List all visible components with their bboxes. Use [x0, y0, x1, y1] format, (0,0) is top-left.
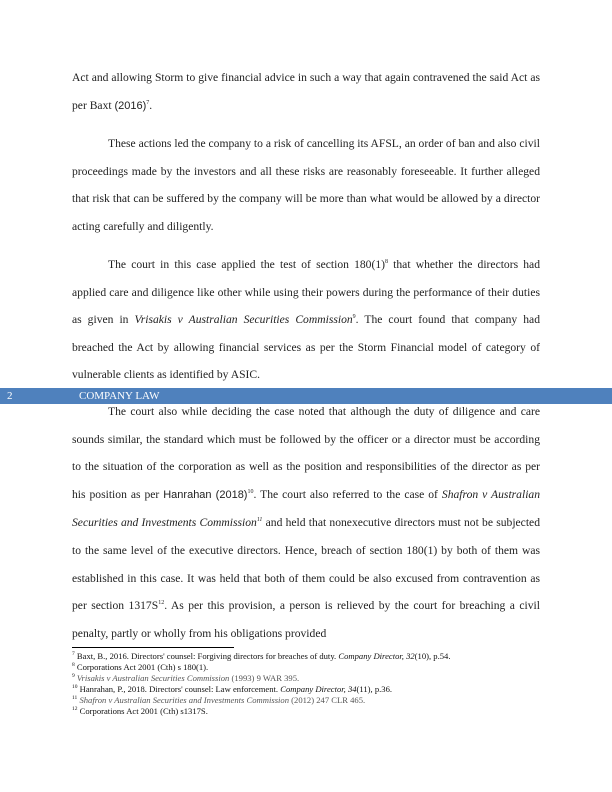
- case-name: Shafron v Australian Securities and Investments Commission: [77, 695, 290, 705]
- footnote-ref[interactable]: 8: [385, 259, 388, 266]
- footnote-ref[interactable]: 7: [146, 99, 150, 106]
- paragraph-2: [72, 130, 540, 240]
- page-number: 2: [7, 390, 13, 402]
- case-name: Shafron v Australian Securities and Investments Commission: [72, 487, 541, 530]
- paragraph-text: .: [149, 98, 153, 112]
- paragraph-text: . The court found that company had breached the Act by allowing financial services as per the Storm Financial model of category of vulnerable clients as identified by ASIC.: [72, 313, 540, 382]
- footnote-number: 7: [72, 651, 75, 658]
- volume: 32: [406, 651, 415, 661]
- paragraph-3: [72, 251, 540, 389]
- footnote-ref[interactable]: 12: [158, 600, 165, 607]
- footnote-number: 8: [72, 662, 75, 669]
- paragraph-text: . As per this provision, a person is relieved by the court for breaching a civil penalty, partly or wholly from his obligations provided: [72, 599, 540, 640]
- citation: Hanrahan (2018): [163, 488, 248, 501]
- footnote-ref[interactable]: 9: [352, 314, 356, 321]
- footnote-12: [72, 706, 542, 717]
- paragraph-text: The court also while deciding the case noted that although the duty of diligence and care sounds similar, the standard which must be followed by the officer or a director must be according to the situation of the corporation as well as the position and responsibilities of the director as per his position as per: [72, 405, 540, 501]
- paragraph-4: [72, 398, 540, 647]
- footnote-separator: [72, 647, 234, 648]
- footnote-number: 9: [72, 673, 75, 680]
- journal-name: Company Director: [338, 651, 402, 661]
- footnote-text: (2012) 247 CLR 465.: [289, 695, 366, 705]
- footnote-text: Corporations Act 2001 (Cth) s 180(1).: [74, 662, 209, 672]
- header-title: COMPANY LAW: [79, 390, 160, 402]
- footnote-text: (10), p.54.: [414, 651, 451, 661]
- paragraph-text: . The court also referred to the case of: [253, 487, 442, 501]
- footnote-ref[interactable]: 11: [256, 517, 263, 524]
- paragraph-1: [72, 64, 540, 120]
- footnote-11: [72, 695, 542, 706]
- footnote-ref[interactable]: 10: [247, 488, 254, 495]
- paragraph-text: Act and allowing Storm to give financial advice in such a way that again contravened the said Act as per Baxt: [72, 71, 540, 112]
- footnote-9: [72, 673, 542, 684]
- footnote-8: [72, 662, 542, 673]
- paragraph-text: that whether the directors had applied care and diligence like other while using their powers during the performance of their duties as given in: [72, 258, 541, 327]
- case-name: Vrisakis v Australian Securities Commission: [74, 673, 230, 683]
- paragraph-text: The court in this case applied the test of section 180(1): [108, 258, 385, 271]
- paragraph-text: These actions led the company to a risk of cancelling its AFSL, an order of ban and also civil proceedings made by the investors and all these risks are reasonably foreseeable. It further alleged that risk that can be suffered by the company will be more than what would be allowed by a director acting carefully and diligently.: [72, 137, 540, 233]
- footnote-number: 10: [72, 684, 78, 691]
- footnote-10: [72, 684, 542, 695]
- footnote-text: Hanrahan, P., 2018. Directors' counsel: Law enforcement.: [77, 684, 281, 694]
- case-name: Vrisakis v Australian Securities Commission: [134, 313, 353, 327]
- footnotes: [72, 651, 542, 717]
- footnote-7: [72, 651, 542, 662]
- separator: ,: [343, 684, 348, 694]
- footnote-text: (1993) 9 WAR 395.: [229, 673, 300, 683]
- paragraph-text: and held that nonexecutive directors must not be subjected to the same level of the executive directors. Hence, breach of section 180(1) by both of them was established in this case. It was held that both of them could be also excused from contravention as per section 1317S: [72, 516, 540, 613]
- citation: (2016): [114, 99, 147, 112]
- footnote-text: (11), p.36.: [356, 684, 393, 694]
- volume: 34: [347, 684, 357, 694]
- footnote-text: Corporations Act 2001 (Cth) s1317S.: [77, 706, 208, 716]
- footnote-text: Baxt, B., 2016. Directors' counsel: Forgiving directors for breaches of duty.: [74, 651, 339, 661]
- footnote-number: 12: [72, 706, 78, 713]
- footnote-number: 11: [72, 695, 78, 702]
- separator: ,: [401, 651, 407, 661]
- journal-name: Company Director: [280, 684, 344, 694]
